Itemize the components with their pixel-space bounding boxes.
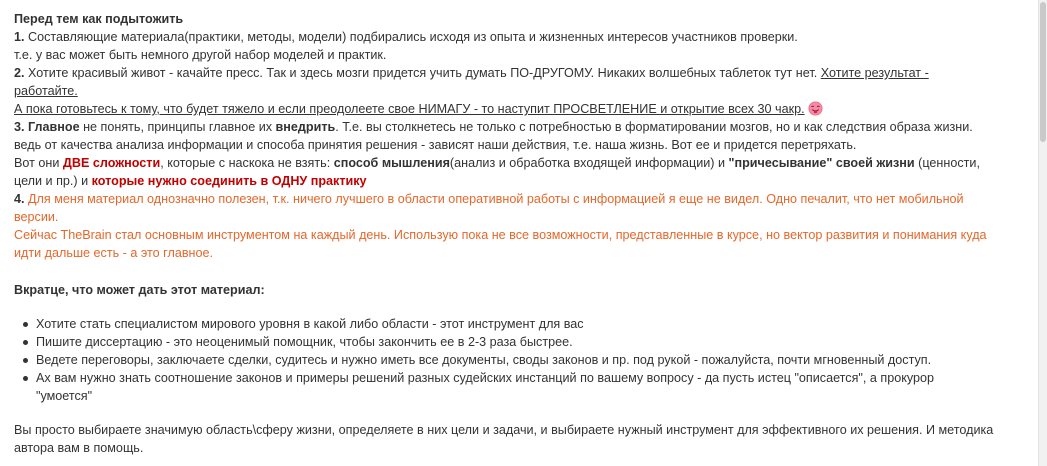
- point-3-continuation: ведь от качества анализа информации и способа принятия решения - зависят наши действия, т.е. наша жизнь. Вот ее и придется перетряхать.: [14, 138, 857, 152]
- point-2-continuation: работайте.: [14, 84, 78, 98]
- point-number: 1.: [14, 30, 25, 44]
- bullet-icon: [23, 340, 28, 345]
- bullet-icon: [23, 376, 28, 381]
- point-4: 4. Для меня материал однозначно полезен, т.к. ничего лучшего в области оперативной работы с информацией я еще не видел. Одно печалит, что нет мобильной: [14, 192, 964, 206]
- point-3-difficulties: Вот они ДВЕ сложности, которые с наскока не взять: способ мышления(анализ и обработка входящей информации) и "причесывание" своей жизни (ценности,: [14, 156, 980, 170]
- closing-paragraph: Вы просто выбираете значимую область\сферу жизни, определяете в них цели и задачи, и выбираете нужный инструмент для эффективного их решения. И методика: [14, 423, 994, 437]
- point-1: 1. Составляющие материала(практики, методы, модели) подбирались исходя из опыта и жизненных интересов участников проверки.: [14, 30, 798, 44]
- point-2: 2. Хотите красивый живот - качайте пресс. Так и здесь мозги придется учить думать ПО-ДРУГОМУ. Никаких волшебных таблеток тут нет. Хотите результат -: [14, 66, 929, 80]
- list-item: Пишите диссертацию - это неоценимый помощник, чтобы закончить ее в 2-3 раза быстрее.: [36, 333, 1030, 351]
- summary-heading: Перед тем как подытожить: [14, 12, 184, 26]
- list-item: Ведете переговоры, заключаете сделки, судитесь и нужно иметь все документы, своды законов и пр. под рукой - пожалуйста, почти мгновенный доступ.: [36, 351, 1030, 369]
- point-1-continuation: т.е. у вас может быть немного другой набор моделей и практик.: [14, 48, 387, 62]
- point-3-conclusion: цели и пр.) и которые нужно соединить в ОДНУ практику: [14, 174, 367, 188]
- benefits-list: [14, 315, 1030, 405]
- highlight-red: ДВЕ сложности: [62, 156, 161, 170]
- underlined-text: Хотите результат -: [820, 66, 929, 80]
- point-number: 4.: [14, 192, 25, 206]
- point-number: 2.: [14, 66, 25, 80]
- list-item-continuation: "умоется": [36, 389, 93, 403]
- bullet-icon: [23, 322, 28, 327]
- highlight-red: которые нужно соединить в ОДНУ практику: [91, 174, 367, 188]
- point-3: 3. Главное не понять, принципы главное их внедрить. Т.е. вы столкнетесь не только с потребностью в форматировании мозгов, но и как следствия образа жизни.: [14, 120, 973, 134]
- point-4-thebrain: Сейчас TheBrain стал основным инструментом на каждый день. Использую пока не все возможности, представленные в курсе, но вектор развития и понимания куда: [14, 228, 987, 242]
- bullet-icon: [23, 358, 28, 363]
- scrollbar-thumb[interactable]: [1040, 2, 1046, 142]
- closing-paragraph-continuation: автора вам в помощь.: [14, 441, 144, 455]
- tongue-wink-emoji-icon: [808, 101, 823, 116]
- benefits-heading: Вкратце, что может дать этот материал:: [14, 283, 265, 297]
- point-4-thebrain-continuation: идти дальше есть - а это главное.: [14, 246, 213, 260]
- point-2-underlined-line: А пока готовьтесь к тому, что будет тяжело и если преодолеете свое НИМАГУ - то наступит ПРОСВЕТЛЕНИЕ и открытие всех 30 чакр.: [14, 100, 1030, 118]
- list-item: Ах вам нужно знать соотношение законов и примеры решений разных судейских инстанций по вашему вопросу - да пусть истец "описается", а прокурор: [36, 369, 1030, 387]
- point-4-continuation: версии.: [14, 210, 59, 224]
- list-item: Хотите стать специалистом мирового уровня в какой либо области - этот инструмент для вас: [36, 315, 1030, 333]
- point-number: 3.: [14, 120, 25, 134]
- vertical-scrollbar[interactable]: [1038, 0, 1047, 466]
